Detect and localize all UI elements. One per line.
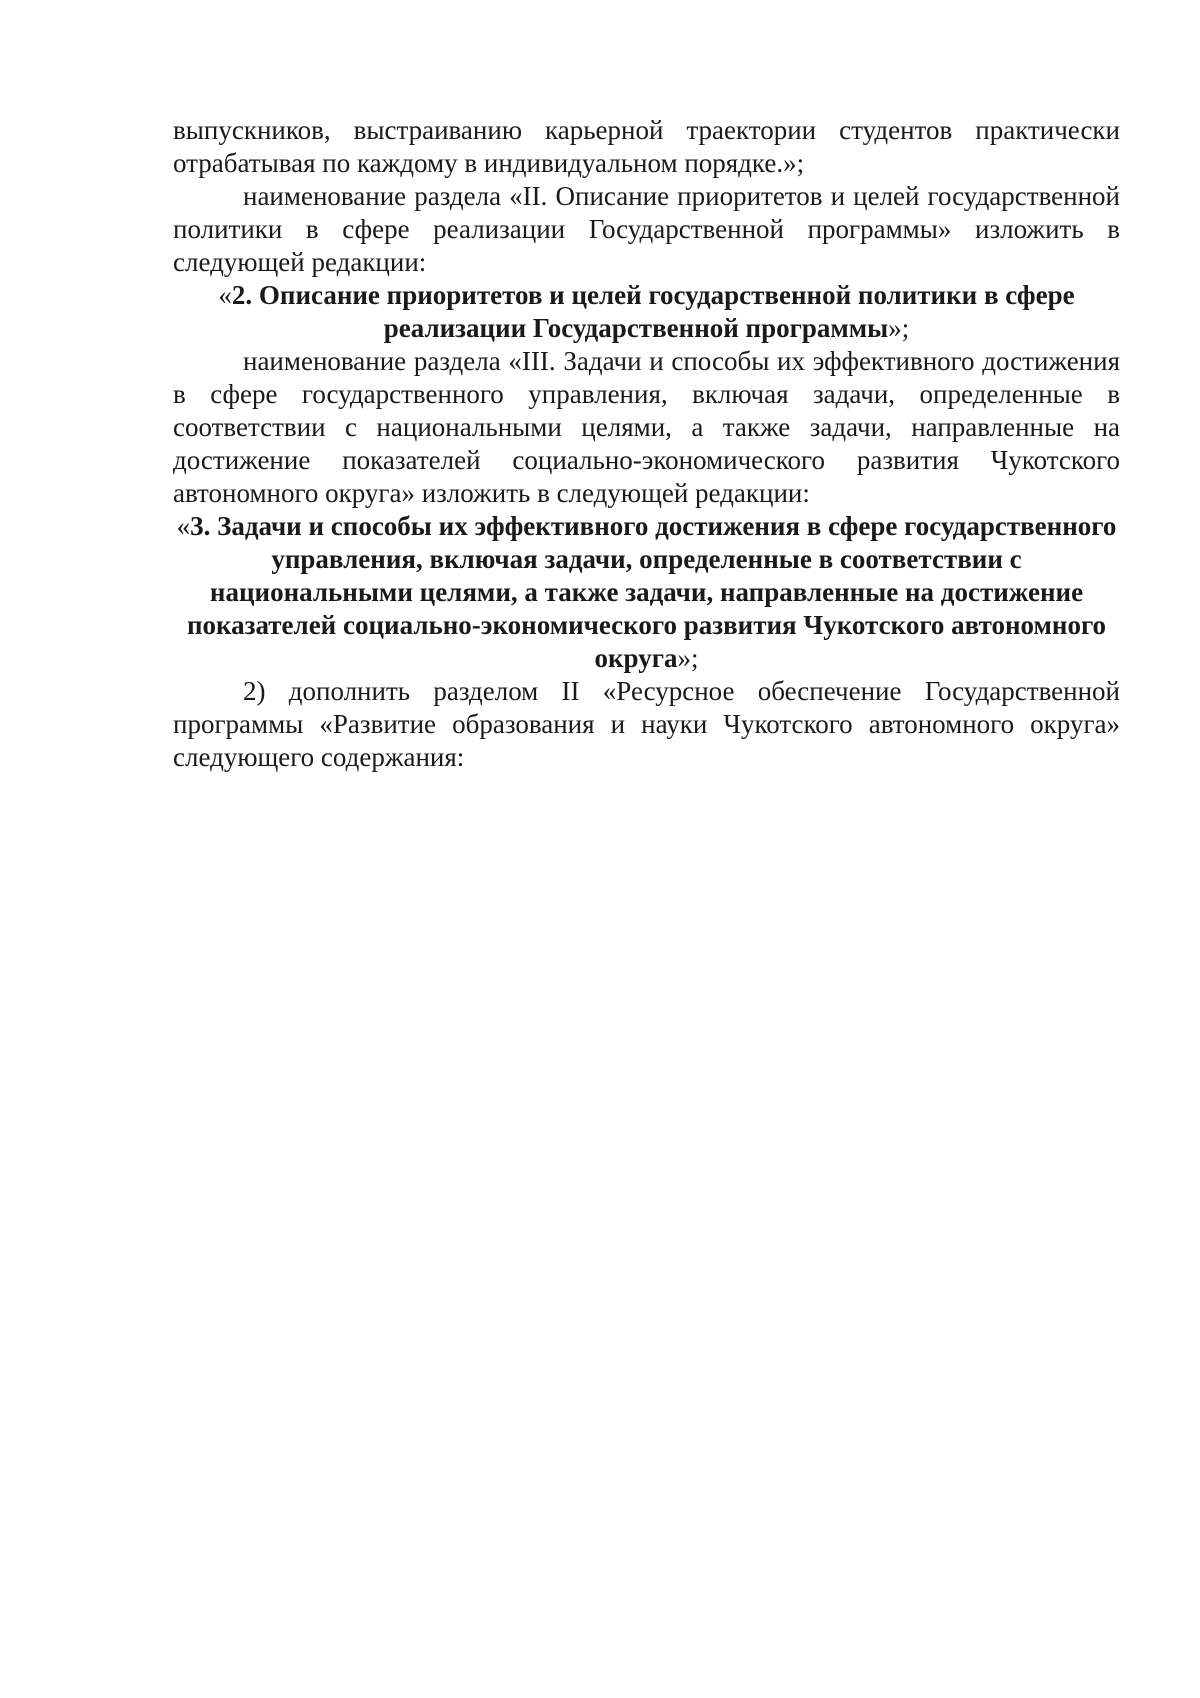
heading-section-3 [173, 510, 1120, 675]
paragraph-section-iii-rename: наименование раздела «III. Задачи и способы их эффективного достижения в сфере государственного управления, включая задачи, определенные в соответствии с национальными целями, а также задачи, направленные на достижение показателей социально-экономического развития Чукотского автономного округа» изложить в следующей редакции: [173, 346, 1120, 508]
heading-section-2-close-quote: »; [888, 313, 910, 343]
paragraph-add-section-ii: 2) дополнить разделом II «Ресурсное обеспечение Государственной программы «Развитие образования и науки Чукотского автономного округа» следующего содержания: [173, 676, 1120, 772]
heading-section-3-text: 3. Задачи и способы их эффективного достижения в сфере государственного управления, включая задачи, определенные в соответствии с национальными целями, а также задачи, направленные на достижение показателей социально-экономического развития Чукотского автономного округа [186, 511, 1117, 673]
heading-section-2 [173, 279, 1120, 345]
heading-section-3-close-quote: »; [677, 643, 699, 673]
document-body [173, 114, 1120, 774]
paragraph-graduates: выпускников, выстраиванию карьерной траектории студентов практически отрабатывая по каждому в индивидуальном порядке.»; [173, 115, 1120, 178]
heading-section-3-open-quote: « [176, 511, 191, 541]
paragraph-section-ii-rename: наименование раздела «II. Описание приоритетов и целей государственной политики в сфере реализации Государственной программы» изложить в следующей редакции: [173, 181, 1120, 277]
heading-section-2-text: 2. Описание приоритетов и целей государственной политики в сфере реализации Государственной программы [231, 280, 1075, 343]
heading-section-2-open-quote: « [218, 280, 232, 310]
